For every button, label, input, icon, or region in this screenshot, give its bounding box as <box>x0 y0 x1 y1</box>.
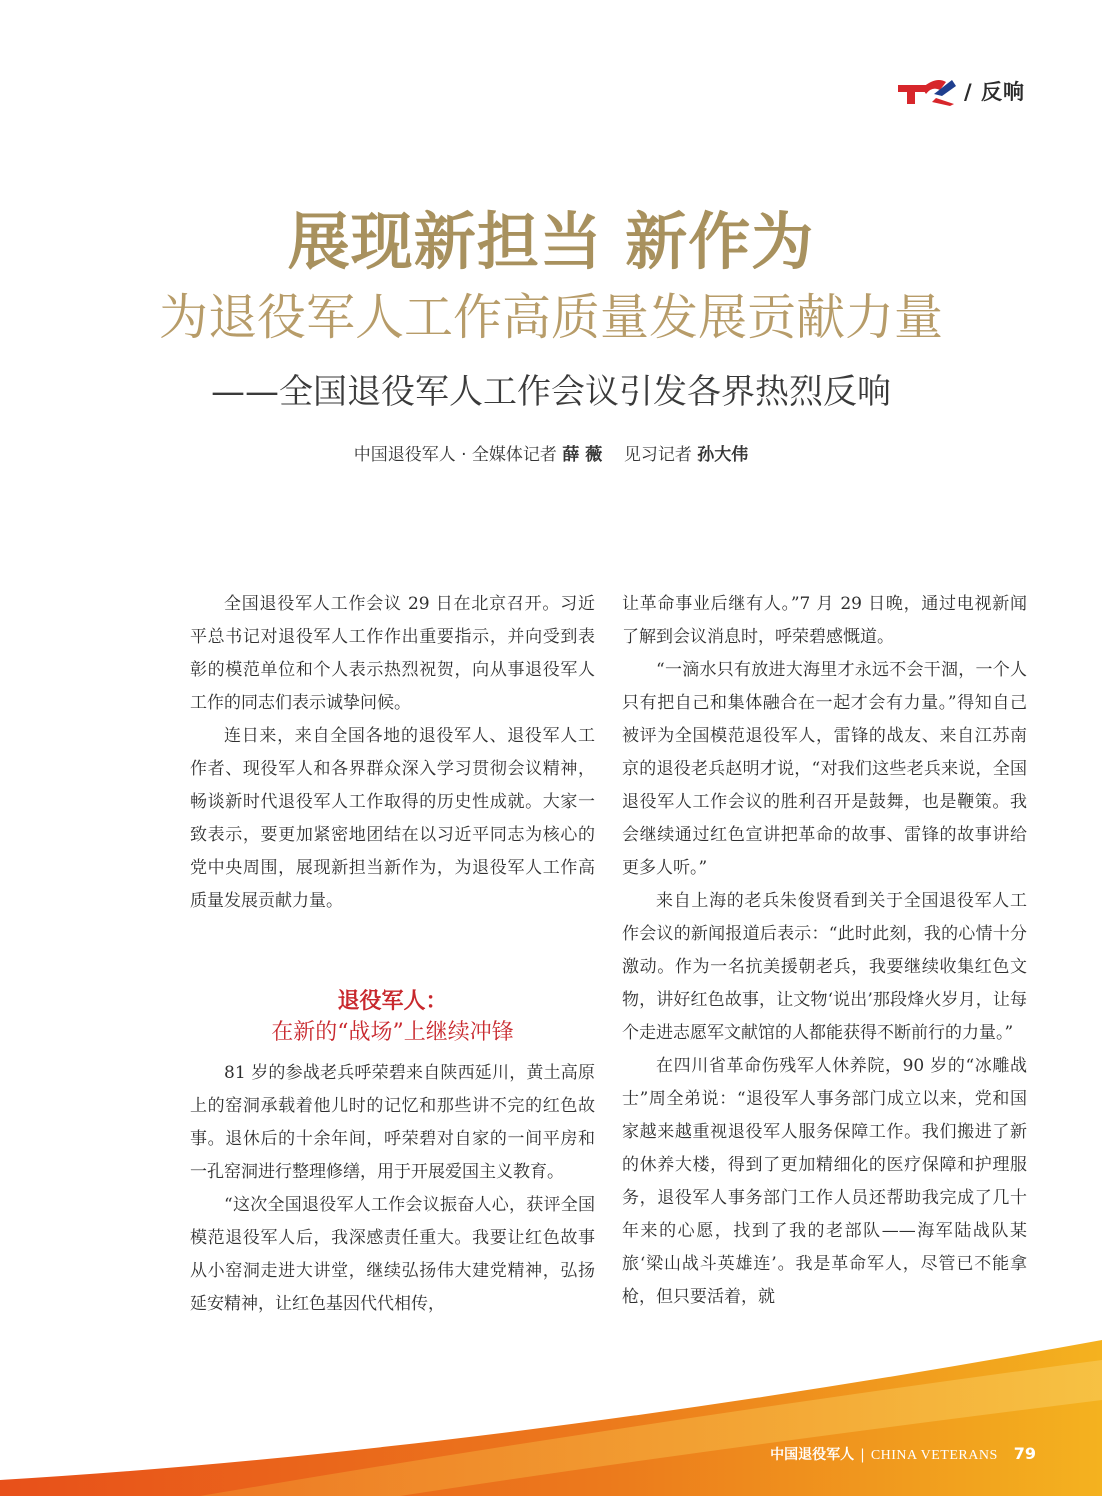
byline-reporter-1: 薛 薇 <box>562 445 603 465</box>
footer-magazine-en: CHINA VETERANS <box>870 1448 998 1463</box>
footer-decorative-band <box>0 1340 1102 1496</box>
paragraph: 来自上海的老兵朱俊贤看到关于全国退役军人工作会议的新闻报道后表示：“此时此刻，我的心情十分激动。作为一名抗美援朝老兵，我要继续收集红色文物，讲好红色故事，让文物‘说出’那段烽火岁月，让每个走进志愿军文献馆的人都能获得不断前行的力量。” <box>622 891 1027 1043</box>
footer <box>770 1444 1036 1464</box>
section-label: / 反响 <box>964 80 1025 104</box>
tvn-logo-icon <box>896 76 958 106</box>
byline-outlet: 中国退役军人 · 全媒体记者 <box>353 445 557 465</box>
byline <box>0 440 1102 470</box>
article-deck: ——全国退役军人工作会议引发各界热烈反响 <box>211 372 891 412</box>
paragraph: “这次全国退役军人工作会议振奋人心，获评全国模范退役军人后，我深感责任重大。我要让红色故事从小窑洞走进大讲堂，继续弘扬伟大建党精神，弘扬延安精神，让红色基因代代相传， <box>190 1195 595 1314</box>
left-column <box>190 588 595 918</box>
section-tag <box>896 76 1025 106</box>
section-subhead <box>190 985 595 1049</box>
footer-magazine-cn: 中国退役军人 <box>770 1447 855 1463</box>
left-column-lower <box>190 1057 595 1321</box>
paragraph: 81 岁的参战老兵呼荣碧来自陕西延川，黄土高原上的窑洞承载着他儿时的记忆和那些讲不完的红色故事。退休后的十余年间，呼荣碧对自家的一间平房和一孔窑洞进行整理修缮，用于开展爱国主义教育。 <box>190 1063 595 1182</box>
paragraph: 全国退役军人工作会议 29 日在北京召开。习近平总书记对退役军人工作作出重要指示，并向受到表彰的模范单位和个人表示热烈祝贺，向从事退役军人工作的同志们表示诚挚问候。 <box>190 594 595 713</box>
paragraph: 让革命事业后继有人。”7 月 29 日晚，通过电视新闻了解到会议消息时，呼荣碧感慨道。 <box>622 594 1027 647</box>
paragraph: 在四川省革命伤残军人休养院，90 岁的“冰雕战士”周全弟说：“退役军人事务部门成立以来，党和国家越来越重视退役军人服务保障工作。我们搬进了新的休养大楼，得到了更加精细化的医疗保障和护理服务，退役军人事务部门工作人员还帮助我完成了几十年来的心愿，找到了我的老部队——海军陆战队某旅‘梁山战斗英雄连’。我是革命军人，尽管已不能拿枪，但只要活着，就 <box>622 1056 1027 1307</box>
footer-separator: | <box>860 1447 865 1463</box>
article-title: 展现新担当 新作为 <box>287 205 815 278</box>
article-subtitle: 为退役军人工作高质量发展贡献力量 <box>158 289 943 346</box>
paragraph: 连日来，来自全国各地的退役军人、退役军人工作者、现役军人和各界群众深入学习贯彻会议精神，畅谈新时代退役军人工作取得的历史性成就。大家一致表示，要更加紧密地团结在以习近平同志为核心的党中央周围，展现新担当新作为，为退役军人工作高质量发展贡献力量。 <box>190 726 595 911</box>
right-column <box>622 588 1027 1314</box>
subhead-line-1: 退役军人： <box>337 988 448 1014</box>
paragraph: “一滴水只有放进大海里才永远不会干涸，一个人只有把自己和集体融合在一起才会有力量。”得知自己被评为全国模范退役军人，雷锋的战友、来自江苏南京的退役老兵赵明才说，“对我们这些老兵来说，全国退役军人工作会议的胜利召开是鼓舞，也是鞭策。我会继续通过红色宣讲把革命的故事、雷锋的故事讲给更多人听。” <box>622 660 1027 878</box>
subhead-line-2: 在新的“战场”上继续冲锋 <box>271 1020 514 1045</box>
page-number: 79 <box>1013 1444 1036 1463</box>
byline-reporter-2: 孙大伟 <box>697 445 749 465</box>
byline-role-2: 见习记者 <box>623 445 692 465</box>
